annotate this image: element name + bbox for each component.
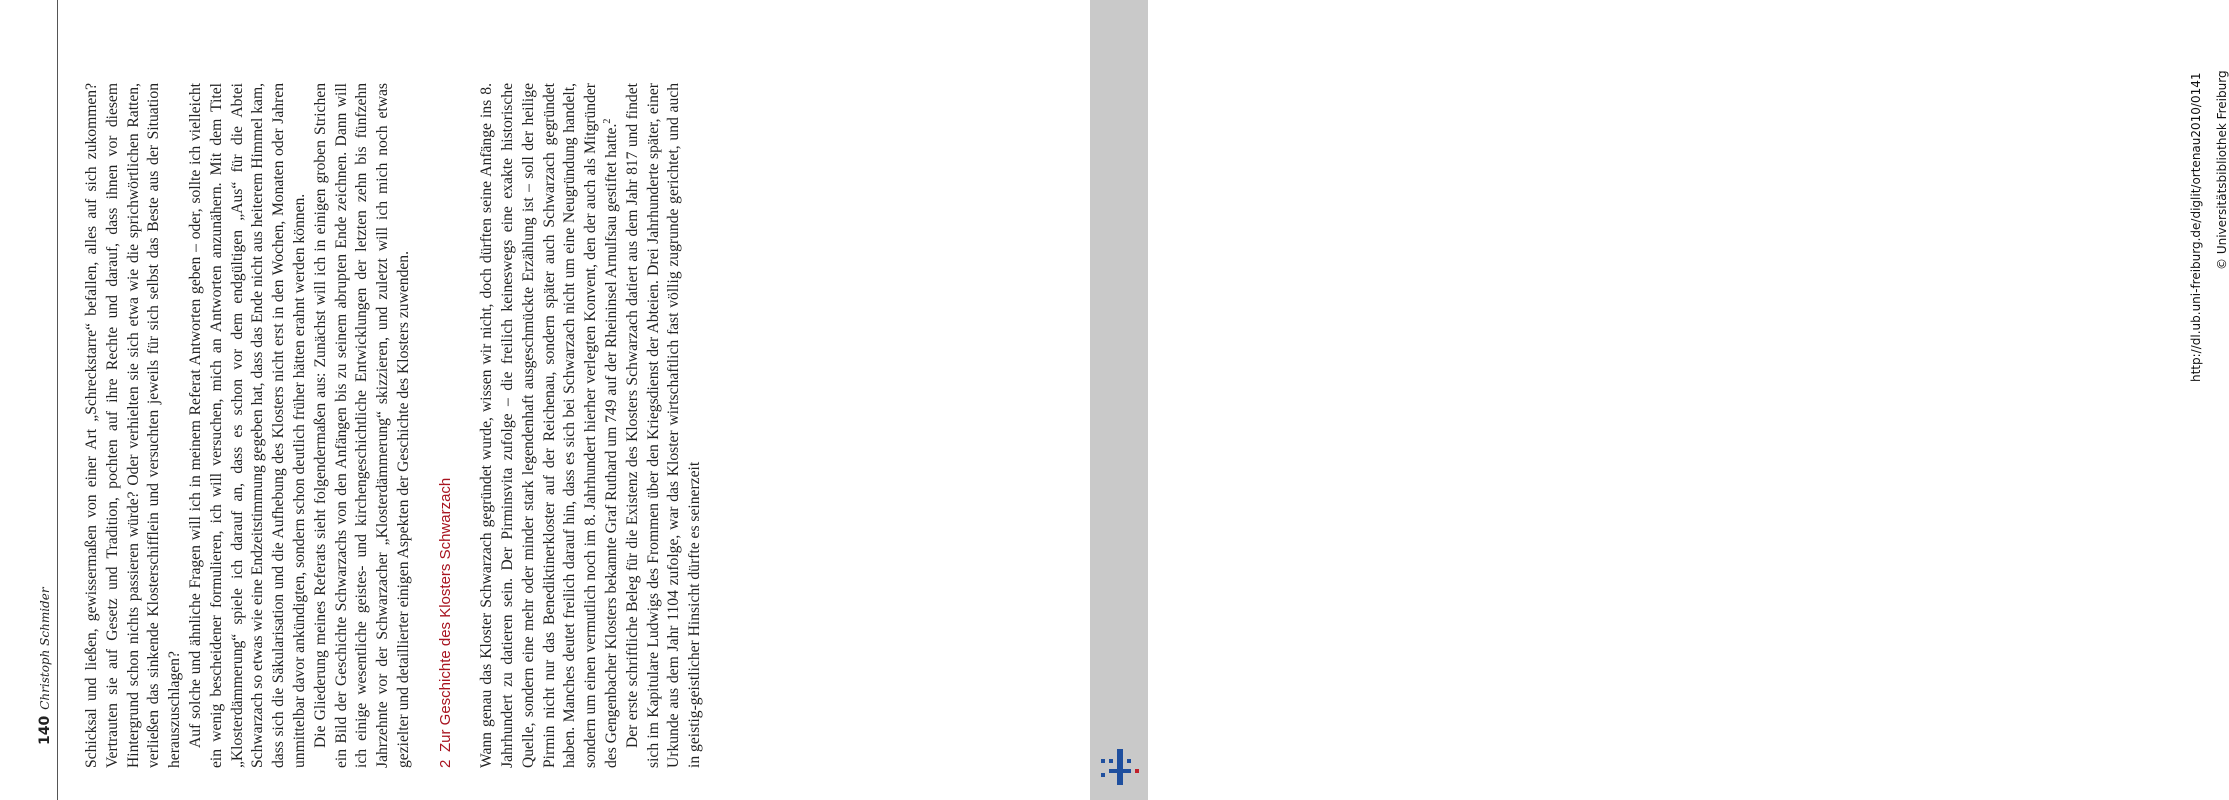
paragraph [477,83,623,768]
paragraph-text: Der erste schriftliche Beleg für die Existenz des Klosters Schwarzach datiert aus dem Jahr 817 und findet sich im Kapitulare Ludwigs des Frommen über den Kriegsdienst der Abteien. Drei Jahrhunderte später, einer Urkunde aus dem Jahr 1104 zufolge, war das Kloster wirtschaftlich fast völlig zugrunde gerichtet, und auch in geistig-geistlicher Hinsicht dürfte es seinerzeit [623,83,704,768]
section-title: Zur Geschichte des Klosters Schwarzach [436,477,454,752]
section-number: 2 [436,759,454,768]
copyright-notice: © Universitätsbibliothek Freiburg [2215,70,2229,270]
body-text [82,83,1042,768]
section-heading [436,83,457,768]
running-header [34,545,53,745]
source-url-link[interactable]: http://dl.ub.uni-freiburg.de/diglit/ortenau2010/0141 [2189,72,2203,382]
footnote-marker[interactable]: 2 [601,118,613,124]
paragraph: Schicksal und ließen, gewissermaßen von einer Art „Schreckstarre“ befallen, alles auf sich zukommen? Vertrauten sie auf Gesetz und Tradition, pochten auf ihre Rechte und darauf, dass ihnen vor diesem Hintergrund schon nichts passieren würde? Oder verhielten sie sich etwa wie die sprichwörtlichen Ratten, verließen das sinkende Klosterschifflein und versuchten jeweils für sich selbst das Beste aus der Situation herauszuschlagen? [83,83,184,768]
paragraph: Auf solche und ähnliche Fragen will ich in meinem Referat Antworten geben – oder, sollte ich vielleicht ein wenig bescheidener formulieren, ich will versuchen, mich an Antworten anzunähern. Mit dem Titel „Klosterdämmerung“ spiele ich darauf an, dass es schon vor dem endgültigen „Aus“ für die Abtei Schwarzach so etwas wie eine Endzeitstimmung gegeben hat, dass das Ende nicht aus heiterem Himmel kam, dass sich die Säkularisation und die Aufhebung des Klosters nicht erst in den Wochen, Monaten oder Jahren unmittelbar davor ankündigten, sondern schon deutlich früher hätten erahnt werden können. [186,83,308,768]
page-edge-rule [57,0,58,800]
ub-freiburg-logo-icon [1099,747,1141,789]
paragraph: Die Gliederung meines Referats sieht folgendermaßen aus: Zunächst will ich in einigen groben Strichen ein Bild der Geschichte Schwarzachs von den Anfängen bis zu seinem abrupten Ende zeichnen. Dann will ich einige wesentliche geistes- und kirchengeschichtliche Entwicklungen der letzten zehn bis fünfzehn Jahrzehnte vor der Schwarzacher „Klosterdämmerung“ skizzieren, und zuletzt will ich mich noch etwas gezielter und detaillierter einigen Aspekten der Geschichte des Klosters zuwenden. [311,83,412,768]
paragraph [623,83,706,768]
paragraph-text: Wann genau das Kloster Schwarzach gegründet wurde, wissen wir nicht, doch dürften seine Anfänge ins 8. Jahrhundert zu datieren sein. Der Pirminsvita zufolge – die freilich keineswegs eine exakte historische Quelle, sondern eine mehr oder minder stark legendenhaft ausgeschmückte Erzählung ist – soll der heilige Pirmin nicht nur das Benediktinerkloster auf der Reichenau, sondern später auch Schwarzach gegründet haben. Manches deutet freilich darauf hin, dass es sich bei Schwarzach nicht um eine Neugründung handelt, sondern um einen vermutlich noch im 8. Jahrhundert hierher verlegten Konvent, den der auch als Mitgründer des Gengenbacher Klosters bekannte Graf Ruthard um 749 auf der Rheininsel Arnulfsau gestiftet hatte. [478,83,620,768]
library-sidebar [1090,0,2229,800]
page-number: 140 [37,715,53,745]
running-header-author: Christoph Schmider [38,587,52,710]
